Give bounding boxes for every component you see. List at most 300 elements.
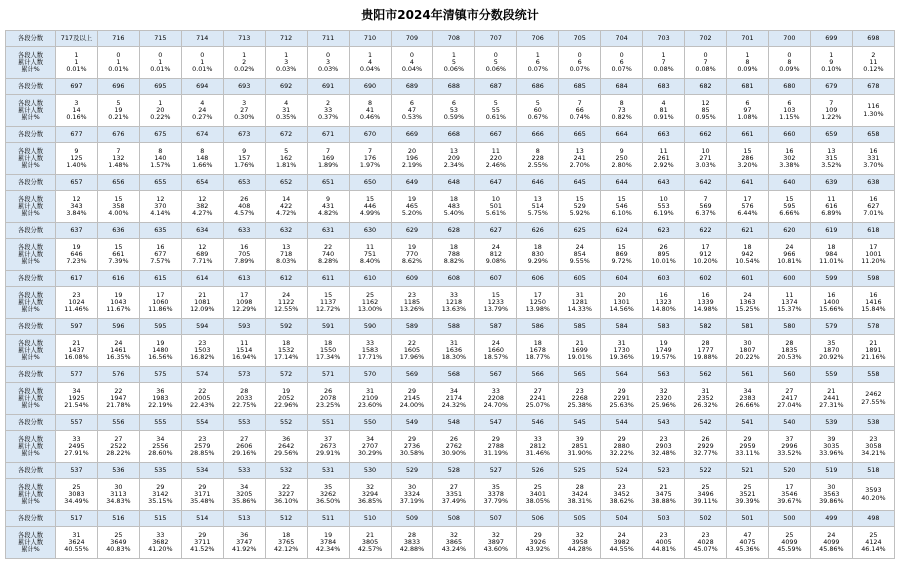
count-value: 8 bbox=[158, 146, 163, 155]
cumulative-value: 7 bbox=[703, 57, 708, 66]
stat-cell bbox=[852, 479, 894, 511]
cumulative-value: 1060 bbox=[152, 297, 169, 306]
percent-value: 13.98% bbox=[525, 305, 550, 314]
percent-value: 38.62% bbox=[609, 497, 634, 506]
cumulative-value: 1835 bbox=[781, 345, 798, 354]
percent-value: 17.96% bbox=[399, 353, 425, 362]
score-cell: 598 bbox=[852, 271, 894, 287]
stat-cell bbox=[810, 527, 852, 559]
score-cell: 511 bbox=[307, 511, 349, 527]
stat-cell bbox=[307, 191, 349, 223]
score-cell: 593 bbox=[223, 319, 265, 335]
count-value: 34 bbox=[365, 434, 375, 443]
percent-value: 30.90% bbox=[441, 449, 467, 458]
stat-cell bbox=[517, 239, 559, 271]
percent-value: 8.03% bbox=[276, 257, 297, 266]
cumulative-value: 109 bbox=[825, 105, 838, 114]
stat-cell bbox=[433, 431, 475, 463]
score-cell: 573 bbox=[223, 367, 265, 383]
score-cell: 701 bbox=[727, 31, 769, 47]
stat-cell bbox=[349, 479, 391, 511]
count-value: 16 bbox=[659, 290, 668, 299]
row-label-count: 各段人数 bbox=[17, 147, 44, 155]
cumulative-value: 1550 bbox=[319, 345, 337, 354]
count-value: 32 bbox=[491, 530, 500, 539]
cumulative-value: 3 bbox=[326, 57, 331, 66]
cumulative-value: 315 bbox=[825, 153, 838, 162]
cumulative-value: 3546 bbox=[781, 489, 798, 498]
count-value: 32 bbox=[365, 482, 375, 491]
stat-cell bbox=[97, 383, 139, 415]
cumulative-value: 3926 bbox=[529, 537, 546, 546]
cumulative-value: 3711 bbox=[194, 537, 211, 546]
cumulative-value: 157 bbox=[238, 153, 251, 162]
percent-value: 16.82% bbox=[190, 353, 215, 362]
row-label-cumulative: 累计人数 bbox=[17, 58, 44, 66]
count-value: 15 bbox=[617, 194, 626, 203]
score-cell: 537 bbox=[56, 463, 98, 479]
percent-value: 7.23% bbox=[66, 257, 87, 266]
percent-value: 25.63% bbox=[609, 401, 634, 410]
cumulative-value: 3294 bbox=[361, 489, 379, 498]
cumulative-value: 912 bbox=[699, 249, 712, 258]
percent-value: 1.81% bbox=[276, 161, 297, 170]
stat-cell bbox=[97, 527, 139, 559]
cumulative-value: 4124 bbox=[865, 537, 882, 546]
cumulative-value: 176 bbox=[363, 153, 377, 162]
cumulative-value: 3765 bbox=[278, 537, 295, 546]
score-cell: 556 bbox=[97, 415, 139, 431]
cumulative-value: 1605 bbox=[403, 345, 421, 354]
cumulative-value: 431 bbox=[321, 201, 335, 210]
percent-value: 41.52% bbox=[190, 545, 215, 554]
percent-value: 13.00% bbox=[357, 305, 383, 314]
score-table-container bbox=[5, 30, 895, 559]
count-value: 20 bbox=[617, 290, 626, 299]
stat-cell bbox=[517, 479, 559, 511]
count-value: 31 bbox=[701, 386, 710, 395]
stat-cell bbox=[517, 335, 559, 367]
cumulative-value: 241 bbox=[573, 153, 586, 162]
count-value: 24 bbox=[491, 242, 500, 251]
cumulative-value: 148 bbox=[196, 153, 209, 162]
cumulative-value: 33 bbox=[324, 105, 333, 114]
percent-value: 12.29% bbox=[232, 305, 257, 314]
score-cell: 634 bbox=[181, 223, 223, 239]
stat-cell bbox=[97, 143, 139, 175]
score-cell: 692 bbox=[265, 79, 307, 95]
row-labels bbox=[6, 479, 56, 511]
stat-cell bbox=[97, 287, 139, 319]
stat-cell bbox=[223, 335, 265, 367]
cumulative-value: 1583 bbox=[361, 345, 379, 354]
stat-cell bbox=[56, 479, 98, 511]
cumulative-value: 1678 bbox=[529, 345, 546, 354]
percent-value: 38.05% bbox=[525, 497, 550, 506]
score-cell: 585 bbox=[559, 319, 601, 335]
score-cell: 567 bbox=[475, 367, 517, 383]
cumulative-value: 132 bbox=[112, 153, 125, 162]
count-value: 0 bbox=[116, 50, 121, 59]
row-labels bbox=[6, 47, 56, 79]
percent-value: 45.36% bbox=[735, 545, 760, 554]
score-cell: 655 bbox=[139, 175, 181, 191]
percent-value: 43.92% bbox=[525, 545, 550, 554]
count-value: 33 bbox=[365, 338, 375, 347]
percent-value: 31.90% bbox=[567, 449, 592, 458]
percent-value: 1.66% bbox=[192, 161, 213, 170]
cumulative-value: 1416 bbox=[865, 297, 882, 306]
percent-value: 1.40% bbox=[66, 161, 87, 170]
stat-cell bbox=[391, 47, 433, 79]
score-row bbox=[6, 175, 895, 191]
percent-value: 22.96% bbox=[273, 401, 299, 410]
stat-cell bbox=[643, 431, 685, 463]
count-value: 12 bbox=[198, 194, 207, 203]
stat-cell bbox=[517, 431, 559, 463]
cumulative-value: 169 bbox=[321, 153, 335, 162]
cumulative-value: 1301 bbox=[613, 297, 630, 306]
stat-cell bbox=[349, 143, 391, 175]
percent-value: 40.55% bbox=[64, 545, 89, 554]
score-cell: 599 bbox=[810, 271, 852, 287]
count-value: 16 bbox=[156, 242, 165, 251]
percent-value: 6.66% bbox=[779, 209, 800, 218]
score-cell: 575 bbox=[139, 367, 181, 383]
percent-value: 5.61% bbox=[485, 209, 506, 218]
score-cell: 615 bbox=[139, 271, 181, 287]
score-cell: 545 bbox=[559, 415, 601, 431]
cumulative-value: 1503 bbox=[194, 345, 211, 354]
count-value: 24 bbox=[282, 290, 291, 299]
stat-cell bbox=[601, 479, 643, 511]
cumulative-value: 3563 bbox=[823, 489, 840, 498]
percent-value: 22.19% bbox=[148, 401, 173, 410]
cumulative-value: 3833 bbox=[403, 537, 421, 546]
cumulative-value: 209 bbox=[447, 153, 460, 162]
score-cell: 662 bbox=[685, 127, 727, 143]
percent-value: 28.85% bbox=[190, 449, 215, 458]
score-cell: 526 bbox=[517, 463, 559, 479]
row-label-cumulative: 累计人数 bbox=[17, 538, 44, 546]
score-cell: 648 bbox=[433, 175, 475, 191]
cumulative-value: 3113 bbox=[110, 489, 127, 498]
count-value: 1 bbox=[284, 50, 289, 59]
percent-value: 9.72% bbox=[611, 257, 632, 266]
stat-cell bbox=[181, 431, 223, 463]
count-value: 22 bbox=[282, 482, 291, 491]
stat-cell bbox=[768, 479, 810, 511]
cumulative-value: 595 bbox=[783, 201, 796, 210]
cumulative-value: 11 bbox=[869, 57, 878, 66]
cumulative-value: 3227 bbox=[278, 489, 295, 498]
count-value: 19 bbox=[114, 290, 123, 299]
stat-cell bbox=[97, 479, 139, 511]
count-value: 20 bbox=[407, 146, 417, 155]
count-value: 35 bbox=[324, 482, 333, 491]
percent-value: 12.55% bbox=[273, 305, 299, 314]
percent-value: 27.91% bbox=[64, 449, 89, 458]
percent-value: 5.92% bbox=[569, 209, 590, 218]
score-cell: 671 bbox=[307, 127, 349, 143]
stat-cell bbox=[139, 335, 181, 367]
score-cell: 532 bbox=[265, 463, 307, 479]
count-value: 33 bbox=[449, 290, 458, 299]
score-cell: 591 bbox=[307, 319, 349, 335]
percent-value: 0.16% bbox=[66, 113, 87, 122]
stat-cell bbox=[852, 527, 894, 559]
count-value: 26 bbox=[659, 242, 668, 251]
cumulative-value: 1218 bbox=[445, 297, 463, 306]
score-cell: 635 bbox=[139, 223, 181, 239]
row-label-score: 各段分数 bbox=[6, 127, 56, 143]
percent-value: 2.80% bbox=[611, 161, 632, 170]
cumulative-value: 984 bbox=[825, 249, 838, 258]
count-value: 3 bbox=[74, 98, 79, 107]
row-label-percent: 累计% bbox=[21, 354, 40, 362]
score-cell: 500 bbox=[768, 511, 810, 527]
percent-value: 0.06% bbox=[443, 65, 465, 74]
score-cell: 505 bbox=[559, 511, 601, 527]
score-cell: 706 bbox=[517, 31, 559, 47]
cumulative-value: 271 bbox=[699, 153, 712, 162]
cumulative-value: 4 bbox=[409, 57, 414, 66]
cumulative-value: 4099 bbox=[781, 537, 798, 546]
cumulative-value: 2208 bbox=[487, 393, 504, 402]
count-value: 0 bbox=[493, 50, 498, 59]
count-value: 36 bbox=[156, 386, 165, 395]
stat-cell bbox=[601, 383, 643, 415]
row-labels bbox=[6, 431, 56, 463]
row-label-cumulative: 累计人数 bbox=[17, 346, 44, 354]
percent-value: 16.56% bbox=[148, 353, 173, 362]
count-value: 0 bbox=[409, 50, 414, 59]
count-value: 34 bbox=[72, 386, 81, 395]
stat-cell bbox=[810, 431, 852, 463]
percent-value: 14.80% bbox=[651, 305, 676, 314]
stat-cell bbox=[97, 239, 139, 271]
percent-value: 19.57% bbox=[651, 353, 676, 362]
count-value: 31 bbox=[449, 338, 458, 347]
stat-row bbox=[6, 479, 895, 511]
percent-value: 0.04% bbox=[359, 65, 381, 74]
count-value: 22 bbox=[407, 338, 417, 347]
stat-cell bbox=[56, 431, 98, 463]
cumulative-value: 830 bbox=[531, 249, 544, 258]
count-value: 23 bbox=[617, 482, 626, 491]
count-value: 7 bbox=[703, 194, 708, 203]
count-value: 16 bbox=[785, 146, 794, 155]
cumulative-value: 1281 bbox=[571, 297, 588, 306]
stat-cell bbox=[349, 47, 391, 79]
cumulative-value: 1098 bbox=[236, 297, 253, 306]
row-label-percent: 累计% bbox=[21, 498, 40, 506]
percent-value: 24.32% bbox=[441, 401, 467, 410]
cumulative-value: 3897 bbox=[487, 537, 504, 546]
score-cell: 566 bbox=[517, 367, 559, 383]
count-value: 5 bbox=[535, 98, 540, 107]
count-value: 25 bbox=[533, 482, 542, 491]
count-value: 29 bbox=[156, 482, 165, 491]
count-value: 22 bbox=[324, 242, 333, 251]
count-value: 9 bbox=[619, 146, 624, 155]
stat-cell bbox=[56, 143, 98, 175]
percent-value: 0.22% bbox=[150, 113, 171, 122]
score-cell: 597 bbox=[56, 319, 98, 335]
score-cell: 636 bbox=[97, 223, 139, 239]
percent-value: 0.08% bbox=[653, 65, 674, 74]
row-label-cumulative: 累计人数 bbox=[17, 154, 44, 162]
stat-cell bbox=[685, 287, 727, 319]
stat-cell bbox=[475, 431, 517, 463]
percent-value: 9.29% bbox=[527, 257, 548, 266]
count-value: 25 bbox=[365, 290, 375, 299]
stat-cell bbox=[643, 191, 685, 223]
percent-value: 24.70% bbox=[483, 401, 509, 410]
count-value: 31 bbox=[617, 338, 626, 347]
score-cell: 551 bbox=[307, 415, 349, 431]
percent-value: 27.55% bbox=[861, 397, 886, 406]
stat-cell bbox=[768, 287, 810, 319]
score-cell: 562 bbox=[685, 367, 727, 383]
score-cell: 565 bbox=[559, 367, 601, 383]
count-value: 18 bbox=[449, 194, 458, 203]
count-value: 6 bbox=[451, 98, 456, 107]
score-cell: 574 bbox=[181, 367, 223, 383]
row-label-cumulative: 累计人数 bbox=[17, 394, 44, 402]
score-cell: 611 bbox=[307, 271, 349, 287]
score-cell: 563 bbox=[643, 367, 685, 383]
stat-cell bbox=[349, 95, 391, 127]
stat-cell bbox=[768, 95, 810, 127]
cumulative-value: 2078 bbox=[319, 393, 337, 402]
cumulative-value: 3351 bbox=[445, 489, 463, 498]
score-cell: 581 bbox=[727, 319, 769, 335]
cumulative-value: 2880 bbox=[613, 441, 630, 450]
score-cell: 628 bbox=[433, 223, 475, 239]
score-cell: 616 bbox=[97, 271, 139, 287]
score-cell: 579 bbox=[810, 319, 852, 335]
cumulative-value: 705 bbox=[238, 249, 251, 258]
percent-value: 7.71% bbox=[192, 257, 213, 266]
score-cell: 549 bbox=[391, 415, 433, 431]
stat-cell bbox=[810, 335, 852, 367]
stat-cell bbox=[852, 335, 894, 367]
count-value: 30 bbox=[114, 482, 123, 491]
row-label-cumulative: 累计人数 bbox=[17, 298, 44, 306]
percent-value: 25.07% bbox=[525, 401, 550, 410]
count-value: 29 bbox=[617, 386, 626, 395]
cumulative-value: 1250 bbox=[529, 297, 546, 306]
score-row bbox=[6, 415, 895, 431]
count-value: 15 bbox=[324, 290, 333, 299]
score-cell: 686 bbox=[517, 79, 559, 95]
row-label-score: 各段分数 bbox=[6, 79, 56, 95]
percent-value: 0.07% bbox=[611, 65, 632, 74]
stat-cell bbox=[559, 527, 601, 559]
percent-value: 19.36% bbox=[609, 353, 634, 362]
count-value: 12 bbox=[72, 194, 81, 203]
count-value: 22 bbox=[198, 386, 207, 395]
count-value: 6 bbox=[787, 98, 792, 107]
count-value: 15 bbox=[617, 242, 626, 251]
percent-value: 44.28% bbox=[567, 545, 592, 554]
score-cell: 548 bbox=[433, 415, 475, 431]
percent-value: 7.89% bbox=[234, 257, 255, 266]
count-value: 19 bbox=[324, 530, 333, 539]
score-cell: 555 bbox=[139, 415, 181, 431]
score-cell: 630 bbox=[349, 223, 391, 239]
score-cell: 510 bbox=[349, 511, 391, 527]
cumulative-value: 1983 bbox=[152, 393, 169, 402]
cumulative-value: 53 bbox=[449, 105, 458, 114]
row-label-count: 各段人数 bbox=[17, 531, 44, 539]
row-label-percent: 累计% bbox=[21, 162, 40, 170]
stat-cell bbox=[181, 527, 223, 559]
percent-value: 18.57% bbox=[483, 353, 509, 362]
score-cell: 617 bbox=[56, 271, 98, 287]
count-value: 33 bbox=[72, 434, 81, 443]
cumulative-value: 1870 bbox=[823, 345, 840, 354]
cumulative-value: 1024 bbox=[68, 297, 85, 306]
cumulative-value: 358 bbox=[112, 201, 125, 210]
cumulative-value: 1 bbox=[158, 57, 163, 66]
count-value: 19 bbox=[407, 242, 417, 251]
percent-value: 42.34% bbox=[315, 545, 341, 554]
score-cell: 564 bbox=[601, 367, 643, 383]
stat-cell bbox=[139, 527, 181, 559]
count-value: 23 bbox=[659, 530, 668, 539]
stat-cell bbox=[810, 47, 852, 79]
score-cell: 538 bbox=[852, 415, 894, 431]
percent-value: 0.35% bbox=[276, 113, 297, 122]
score-cell: 677 bbox=[56, 127, 98, 143]
stat-cell bbox=[391, 191, 433, 223]
score-cell: 645 bbox=[559, 175, 601, 191]
cumulative-value: 3747 bbox=[236, 537, 253, 546]
count-value: 28 bbox=[785, 338, 794, 347]
percent-value: 0.01% bbox=[108, 65, 129, 74]
cumulative-value: 1699 bbox=[571, 345, 588, 354]
stat-cell bbox=[517, 143, 559, 175]
stat-cell bbox=[56, 335, 98, 367]
score-cell: 498 bbox=[852, 511, 894, 527]
score-cell: 641 bbox=[727, 175, 769, 191]
score-cell: 536 bbox=[97, 463, 139, 479]
cumulative-value: 2812 bbox=[529, 441, 546, 450]
percent-value: 39.67% bbox=[777, 497, 802, 506]
stat-cell bbox=[307, 383, 349, 415]
stat-cell bbox=[56, 47, 98, 79]
stat-cell bbox=[643, 239, 685, 271]
stat-row bbox=[6, 383, 895, 415]
stat-cell bbox=[559, 47, 601, 79]
count-value: 26 bbox=[701, 434, 710, 443]
cumulative-value: 2851 bbox=[571, 441, 588, 450]
cumulative-value: 1 bbox=[74, 57, 79, 66]
count-value: 0 bbox=[326, 50, 331, 59]
stat-cell bbox=[475, 95, 517, 127]
count-value: 24 bbox=[785, 242, 794, 251]
count-value: 24 bbox=[114, 338, 123, 347]
cumulative-value: 343 bbox=[70, 201, 83, 210]
percent-value: 34.49% bbox=[64, 497, 89, 506]
count-value: 1 bbox=[535, 50, 540, 59]
score-cell: 685 bbox=[559, 79, 601, 95]
count-value: 28 bbox=[575, 482, 584, 491]
cumulative-value: 2383 bbox=[739, 393, 756, 402]
score-cell: 543 bbox=[643, 415, 685, 431]
